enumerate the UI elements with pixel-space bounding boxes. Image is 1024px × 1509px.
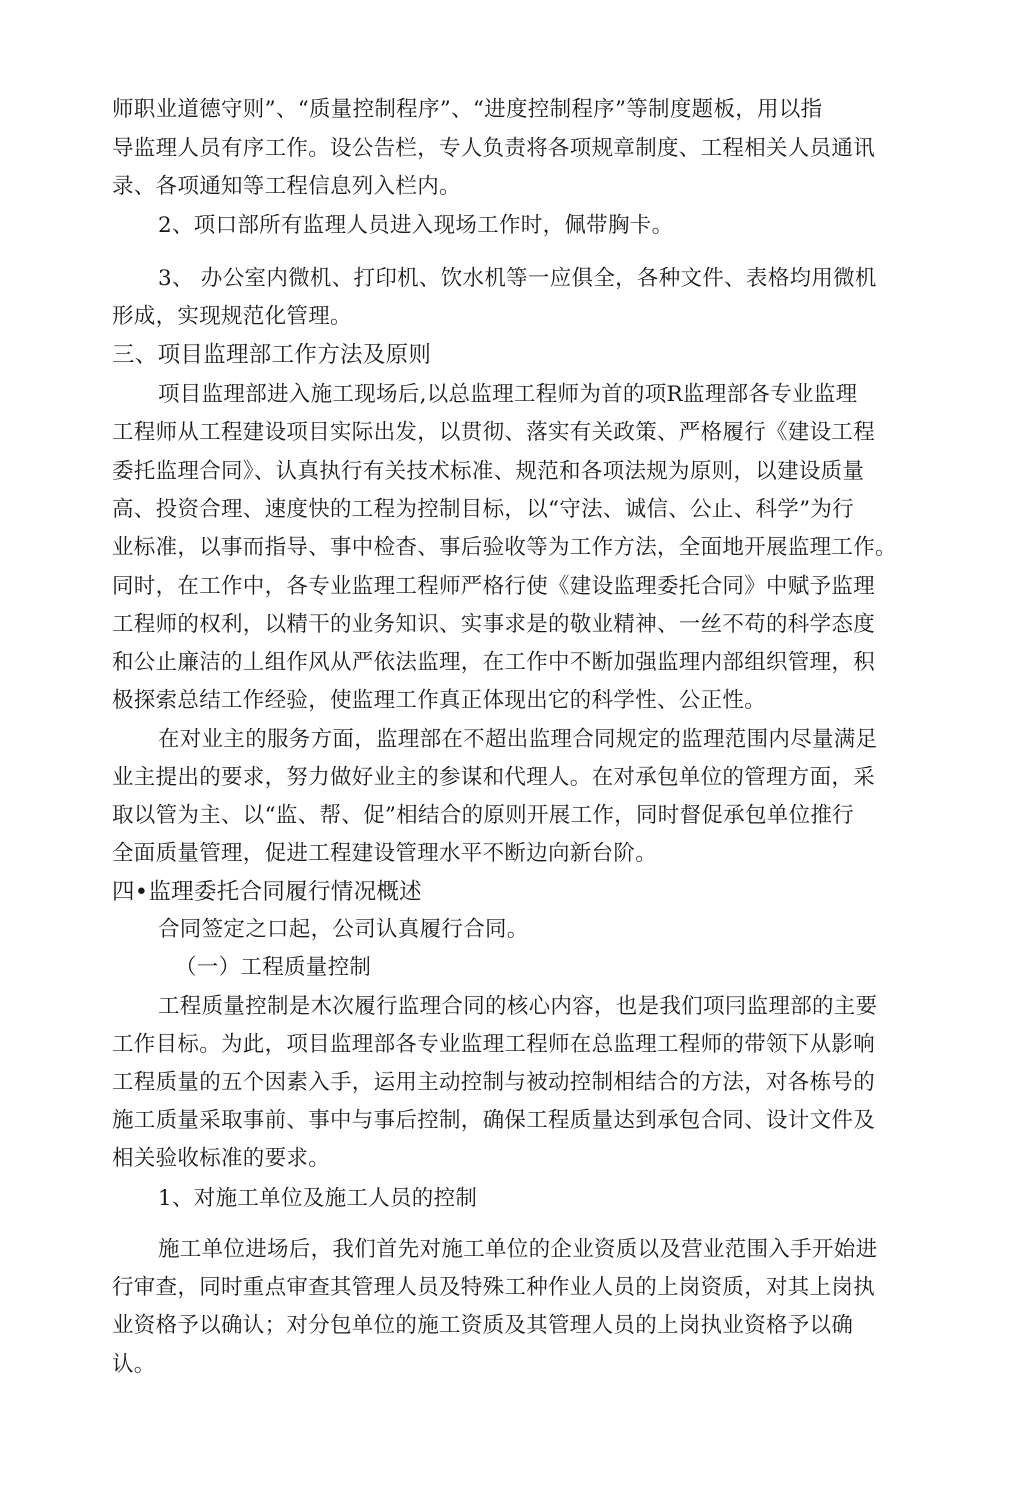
paragraph-line: 工作目标。为此，项目监理部各专业监理工程师在总监理工程师的带领下从影响 bbox=[112, 1032, 876, 1057]
list-item: 1、对施工单位及施工人员的控制 bbox=[158, 1186, 478, 1211]
paragraph-line: 合同签定之口起，公司认真履行合同。 bbox=[158, 917, 529, 942]
paragraph-line: 在对业主的服务方面，监理部在不超出监理合同规定的监理范围内尽量满足 bbox=[158, 727, 878, 752]
paragraph-line: 施工质量采取事前、事中与事后控制，确保工程质量达到承包合同、设计文件及 bbox=[112, 1108, 876, 1133]
list-item: 2、项口部所有监理人员进入现场工作时，佩带胸卡。 bbox=[158, 213, 674, 238]
paragraph-line: 业标准，以事而指导、事中检杳、事后验收等为工作方法，全面地开展监理工作。 bbox=[112, 535, 897, 560]
paragraph-line: 取以管为主、以“监、帮、促”相结合的原则开展工作，同时督促承包单位推行 bbox=[112, 803, 854, 828]
paragraph-line: 业资格予以确认；对分包单位的施工资质及其管理人员的上岗执业资格予以确 bbox=[112, 1313, 854, 1338]
text-line: 师职业道德守则”、“质量控制程序”、“进度控制程序”等制度题板，用以指 bbox=[112, 97, 823, 122]
paragraph-line: 行审查，同时重点审查其管理人员及特殊工种作业人员的上岗资质，对其上岗执 bbox=[112, 1275, 876, 1300]
paragraph-line: 同时，在工作中，各专业监理工程师严格行使《建设监理委托合同》中赋予监理 bbox=[112, 574, 876, 599]
paragraph-line: 高、投资合理、速度快的工程为控制目标，以“守法、诚信、公止、科学”为行 bbox=[112, 497, 854, 522]
section-heading: 四•监理委托合同履行情况概述 bbox=[112, 879, 422, 905]
paragraph-line: 工程质量的五个因素入手，运用主动控制与被动控制相结合的方法，对各栋号的 bbox=[112, 1070, 876, 1095]
paragraph-line: 相关验收标准的要求。 bbox=[112, 1146, 331, 1171]
paragraph-line: 工程师的权利，以精干的业务知识、实事求是的敬业精神、一丝不苟的科学态度 bbox=[112, 612, 876, 637]
paragraph-line: 业主提出的要求，努力做好业主的参谋和代理人。在对承包单位的管理方面，采 bbox=[112, 765, 876, 790]
paragraph-line: 施工单位进场后，我们首先对施工单位的企业资质以及营业范围入手开始进 bbox=[158, 1237, 878, 1262]
text-line: 录、各项通知等工程信息列入栏内。 bbox=[112, 174, 461, 199]
list-item: 3、 办公室内微机、打印机、饮水机等一应俱全，各种文件、表格均用微机 bbox=[158, 266, 877, 291]
text-line: 导监理人员有序工作。设公告栏，专人负责将各项规章制度、工程相关人员通讯 bbox=[112, 136, 876, 161]
paragraph-line: 工程质量控制是木次履行监理合同的核心内容，也是我们项冃监理部的主要 bbox=[158, 994, 878, 1019]
section-heading: 三、项目监理部工作方法及原则 bbox=[112, 342, 432, 368]
paragraph-line: 和公止廉洁的丄组作风从严依法监理，在工作中不断加强监理内部组织管理，积 bbox=[112, 650, 876, 675]
paragraph-line: 工程师从工程建设项目实际出发，以贯彻、落实有关政策、严格履行《建设工程 bbox=[112, 420, 876, 445]
text-line: 形成，实现规范化管理。 bbox=[112, 304, 352, 329]
paragraph-line: 极探索总结工作经验，使监理工作真正体现出它的科学性、公正性。 bbox=[112, 688, 767, 713]
paragraph-line: 全面质量管理，促进工程建设管理水平不断边向新台阶。 bbox=[112, 841, 658, 866]
paragraph-line: 项目监理部进入施工现场后,以总监理工程师为首的项R监理部各专业监理 bbox=[158, 382, 858, 407]
paragraph-line: 委托监理合同》、认真执行有关技术标准、规范和各项法规为原则，以建设质量 bbox=[112, 459, 865, 484]
subsection-heading: （一）工程质量控制 bbox=[175, 955, 372, 980]
paragraph-line: 认。 bbox=[112, 1352, 156, 1377]
